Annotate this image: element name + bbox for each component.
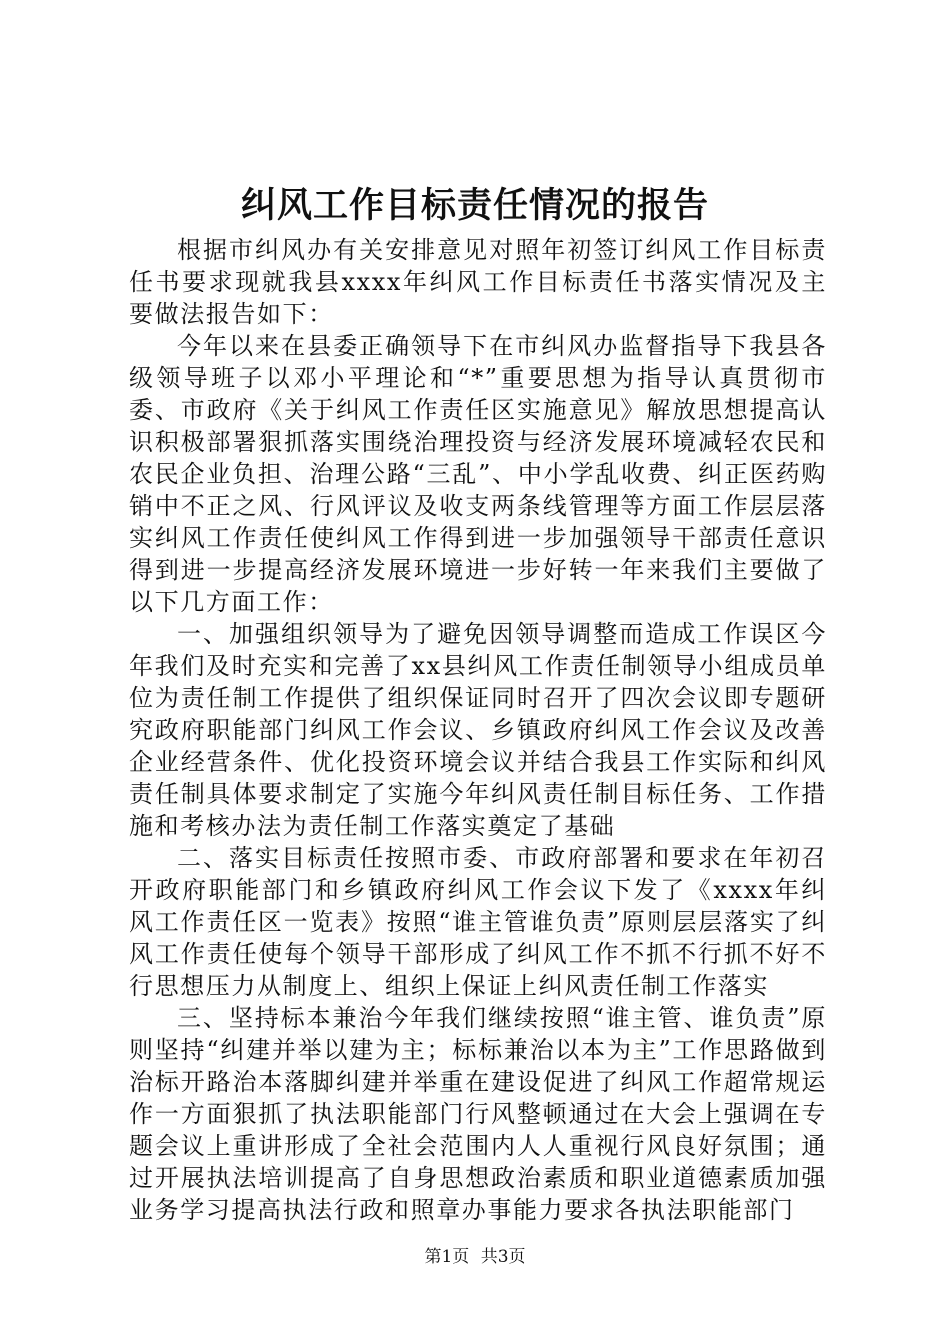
page-footer xyxy=(0,1245,950,1269)
paragraph-overview: 今年以来在县委正确领导下在市纠风办监督指导下我县各级领导班子以邓小平理论和“*”重要思想为指导认真贯彻市委、市政府《关于纠风工作责任区实施意见》解放思想提高认识积极部署狠抓落实围绕治理投资与经济发展环境减轻农民和农民企业负担、治理公路“三乱”、中小学乱收费、纠正医药购销中不正之风、行风评议及收支两条线管理等方面工作层层落实纠风工作责任使纠风工作得到进一步加强领导干部责任意识得到进一步提高经济发展环境进一步好转一年来我们主要做了以下几方面工作： xyxy=(129,332,827,616)
page-total: 共3页 xyxy=(480,1247,526,1267)
paragraph-intro: 根据市纠风办有关安排意见对照年初签订纠风工作目标责任书要求现就我县xxxx年纠风工作目标责任书落实情况及主要做法报告如下： xyxy=(129,236,827,328)
document-title: 纠风工作目标责任情况的报告 xyxy=(240,185,709,226)
page-number: 第1页 xyxy=(424,1247,470,1267)
paragraph-section-1: 一、加强组织领导为了避免因领导调整而造成工作误区今年我们及时充实和完善了xx县纠风工作责任制领导小组成员单位为责任制工作提供了组织保证同时召开了四次会议即专题研究政府职能部门纠风工作会议、乡镇政府纠风工作会议及改善企业经营条件、优化投资环境会议并结合我县工作实际和纠风责任制具体要求制定了实施今年纠风责任制目标任务、工作措施和考核办法为责任制工作落实奠定了基础 xyxy=(129,620,827,840)
paragraph-section-3: 三、坚持标本兼治今年我们继续按照“谁主管、谁负责”原则坚持“纠建并举以建为主；标标兼治以本为主”工作思路做到治标开路治本落脚纠建并举重在建设促进了纠风工作超常规运作一方面狠抓了执法职能部门行风整顿通过在大会上强调在专题会议上重讲形成了全社会范围内人人重视行风良好氛围；通过开展执法培训提高了自身思想政治素质和职业道德素质加强业务学习提高执法行政和照章办事能力要求各执法职能部门 xyxy=(129,1004,827,1224)
paragraph-section-2: 二、落实目标责任按照市委、市政府部署和要求在年初召开政府职能部门和乡镇政府纠风工作会议下发了《xxxx年纠风工作责任区一览表》按照“谁主管谁负责”原则层层落实了纠风工作责任使每个领导干部形成了纠风工作不抓不行抓不好不行思想压力从制度上、组织上保证上纠风责任制工作落实 xyxy=(129,844,827,1000)
document-body xyxy=(129,234,827,1226)
